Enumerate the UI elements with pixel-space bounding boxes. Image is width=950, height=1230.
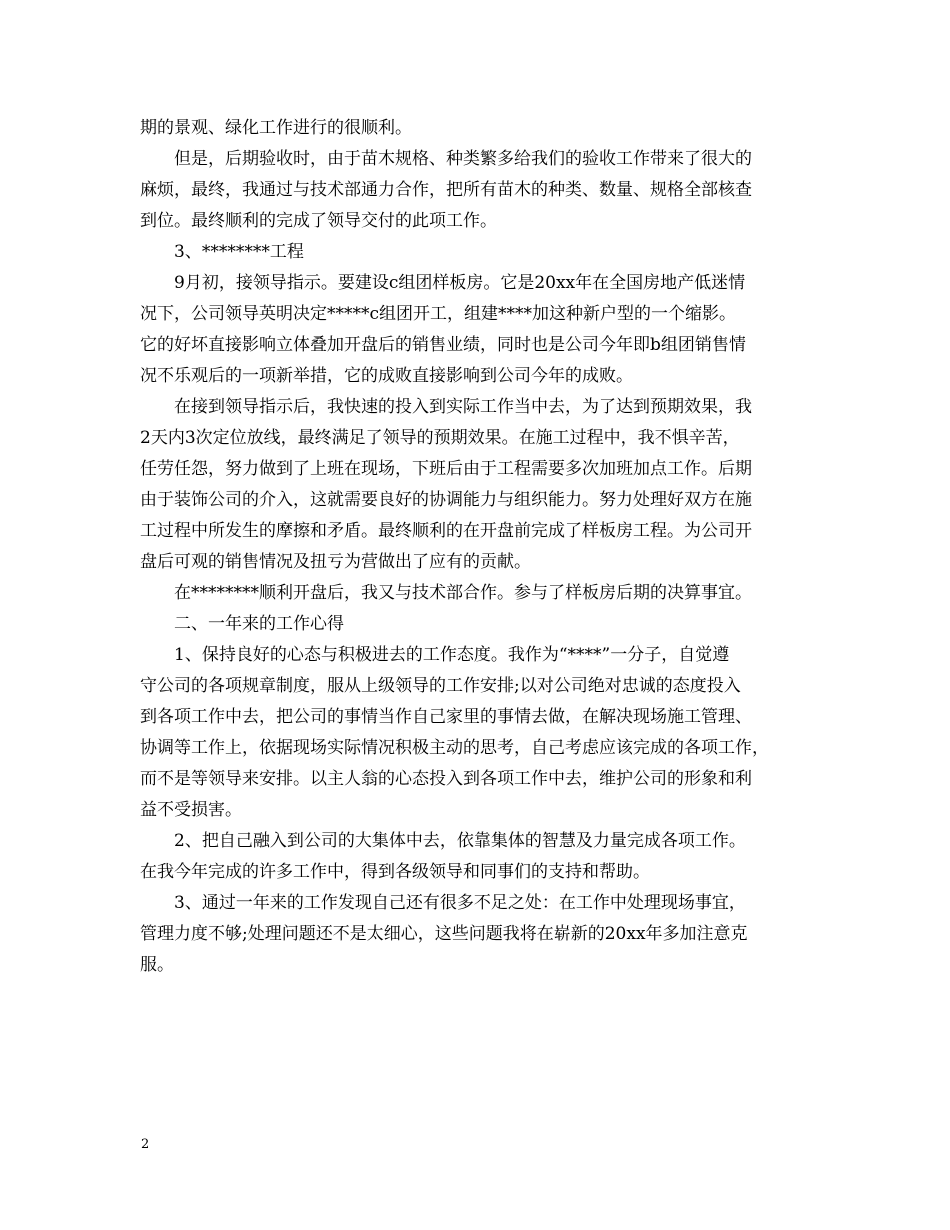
text-line: 况不乐观后的一项新举措，它的成败直接影响到公司今年的成败。: [140, 366, 633, 386]
paragraph-line: 2、把自己融入到公司的大集体中去，依靠集体的智慧及力量完成各项工作。: [174, 831, 746, 851]
text-line: 由于装饰公司的介入，这就需要良好的协调能力与组织能力。努力处理好双方在施: [140, 490, 752, 510]
text-line: 期的景观、绿化工作进行的很顺利。: [140, 118, 412, 138]
paragraph-line: 但是，后期验收时，由于苗木规格、种类繁多给我们的验收工作带来了很大的: [174, 149, 752, 169]
text-line: 管理力度不够;处理问题还不是太细心，这些问题我将在崭新的20xx年多加注意克: [140, 924, 748, 944]
section-heading: 二、一年来的工作心得: [174, 614, 344, 634]
paragraph-line: 在接到领导指示后，我快速的投入到实际工作当中去，为了达到预期效果，我: [174, 397, 752, 417]
body-text: [140, 113, 816, 981]
text-line: 况下，公司领导英明决定*****c组团开工，组建****加这种新户型的一个缩影。: [140, 304, 737, 324]
text-line: 麻烦，最终，我通过与技术部通力合作，把所有苗木的种类、数量、规格全部核查: [140, 180, 752, 200]
paragraph-line: 9月初，接领导指示。要建设c组团样板房。它是20xx年在全国房地产低迷情: [174, 273, 746, 293]
text-line: 它的好坏直接影响立体叠加开盘后的销售业绩，同时也是公司今年即b组团销售情: [140, 335, 746, 355]
page-number: 2: [141, 1137, 150, 1152]
text-line: 2天内3次定位放线，最终满足了领导的预期效果。在施工过程中，我不惧辛苦，: [140, 428, 740, 448]
text-line: 服。: [140, 955, 174, 975]
text-line: 协调等工作上，依据现场实际情况积极主动的思考，自己考虑应该完成的各项工作，: [140, 738, 769, 758]
text-line: 而不是等领导来安排。以主人翁的心态投入到各项工作中去，维护公司的形象和利: [140, 769, 752, 789]
text-line: 在我今年完成的许多工作中，得到各级领导和同事们的支持和帮助。: [140, 862, 650, 882]
text-line: 到位。最终顺利的完成了领导交付的此项工作。: [140, 211, 497, 231]
text-line: 到各项工作中去，把公司的事情当作自己家里的事情去做，在解决现场施工管理、: [140, 707, 752, 727]
paragraph-line: 在********顺利开盘后，我又与技术部合作。参与了样板房后期的决算事宜。: [174, 583, 752, 603]
text-line: 益不受损害。: [140, 800, 242, 820]
text-line: 守公司的各项规章制度，服从上级领导的工作安排;以对公司绝对忠诚的态度投入: [140, 676, 741, 696]
text-line: 盘后可观的销售情况及扭亏为营做出了应有的贡献。: [140, 552, 531, 572]
paragraph-line: 1、保持良好的心态与积极进去的工作态度。我作为“****”一分子，自觉遵: [174, 645, 730, 665]
text-line: 任劳任怨，努力做到了上班在现场，下班后由于工程需要多次加班加点工作。后期: [140, 459, 752, 479]
paragraph-line: 3、通过一年来的工作发现自己还有很多不足之处：在工作中处理现场事宜，: [174, 893, 746, 913]
text-line: 工过程中所发生的摩擦和矛盾。最终顺利的在开盘前完成了样板房工程。为公司开: [140, 521, 752, 541]
section-heading: 3、********工程: [174, 242, 304, 262]
